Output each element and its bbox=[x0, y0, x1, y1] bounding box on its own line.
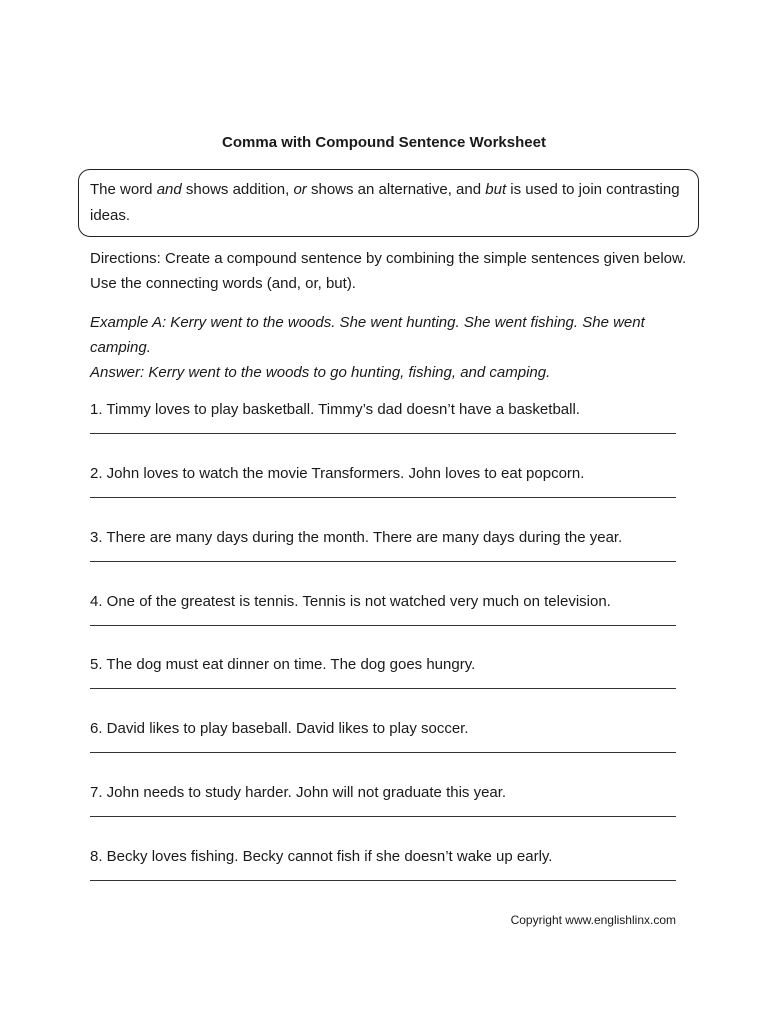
exercise-item-4 bbox=[90, 591, 680, 626]
conjunction-note-box bbox=[78, 169, 699, 237]
note-word-or: or bbox=[293, 181, 307, 198]
note-text-1: The word bbox=[90, 181, 157, 198]
note-text-2: shows addition, bbox=[181, 181, 294, 198]
note-text-4: is used to join contrasting ideas. bbox=[90, 181, 680, 224]
directions-text: Directions: Create a compound sentence by combining the simple sentences given below. Use the connecting words (and, or, but). bbox=[90, 250, 687, 292]
exercise-sentence: 4. One of the greatest is tennis. Tennis is not watched very much on television. bbox=[90, 593, 611, 610]
answer-line[interactable] bbox=[90, 880, 676, 881]
answer-line[interactable] bbox=[90, 688, 676, 689]
answer-line[interactable] bbox=[90, 816, 676, 817]
exercise-sentence: 6. David likes to play baseball. David likes to play soccer. bbox=[90, 720, 469, 737]
exercise-item-5 bbox=[90, 654, 680, 689]
copyright-notice: Copyright www.englishlinx.com bbox=[510, 913, 676, 927]
example-block bbox=[90, 310, 690, 385]
answer-line[interactable] bbox=[90, 561, 676, 562]
note-word-but: but bbox=[485, 181, 507, 198]
note-text-3: shows an alternative, and bbox=[306, 181, 486, 198]
answer-line[interactable] bbox=[90, 752, 676, 753]
answer-line[interactable] bbox=[90, 625, 676, 626]
answer-line[interactable] bbox=[90, 433, 676, 434]
exercise-item-7 bbox=[90, 782, 680, 817]
exercise-sentence: 3. There are many days during the month. There are many days during the year. bbox=[90, 529, 623, 546]
exercise-sentence: 8. Becky loves fishing. Becky cannot fish if she doesn’t wake up early. bbox=[90, 848, 553, 865]
example-answer: Answer: Kerry went to the woods to go hunting, fishing, and camping. bbox=[90, 364, 551, 381]
exercise-sentence: 7. John needs to study harder. John will not graduate this year. bbox=[90, 784, 507, 801]
exercise-sentence: 5. The dog must eat dinner on time. The dog goes hungry. bbox=[90, 656, 476, 673]
exercise-item-2 bbox=[90, 463, 680, 498]
note-word-and: and bbox=[156, 181, 182, 198]
exercise-item-3 bbox=[90, 527, 680, 562]
exercise-sentence: 1. Timmy loves to play basketball. Timmy’s dad doesn’t have a basketball. bbox=[90, 401, 580, 418]
exercise-sentence: 2. John loves to watch the movie Transformers. John loves to eat popcorn. bbox=[90, 465, 585, 482]
worksheet-title: Comma with Compound Sentence Worksheet bbox=[222, 134, 546, 151]
answer-line[interactable] bbox=[90, 497, 676, 498]
exercise-item-1 bbox=[90, 399, 680, 434]
exercise-item-8 bbox=[90, 846, 680, 881]
exercise-item-6 bbox=[90, 718, 680, 753]
example-prompt: Example A: Kerry went to the woods. She went hunting. She went fishing. She went camping. bbox=[90, 314, 645, 356]
